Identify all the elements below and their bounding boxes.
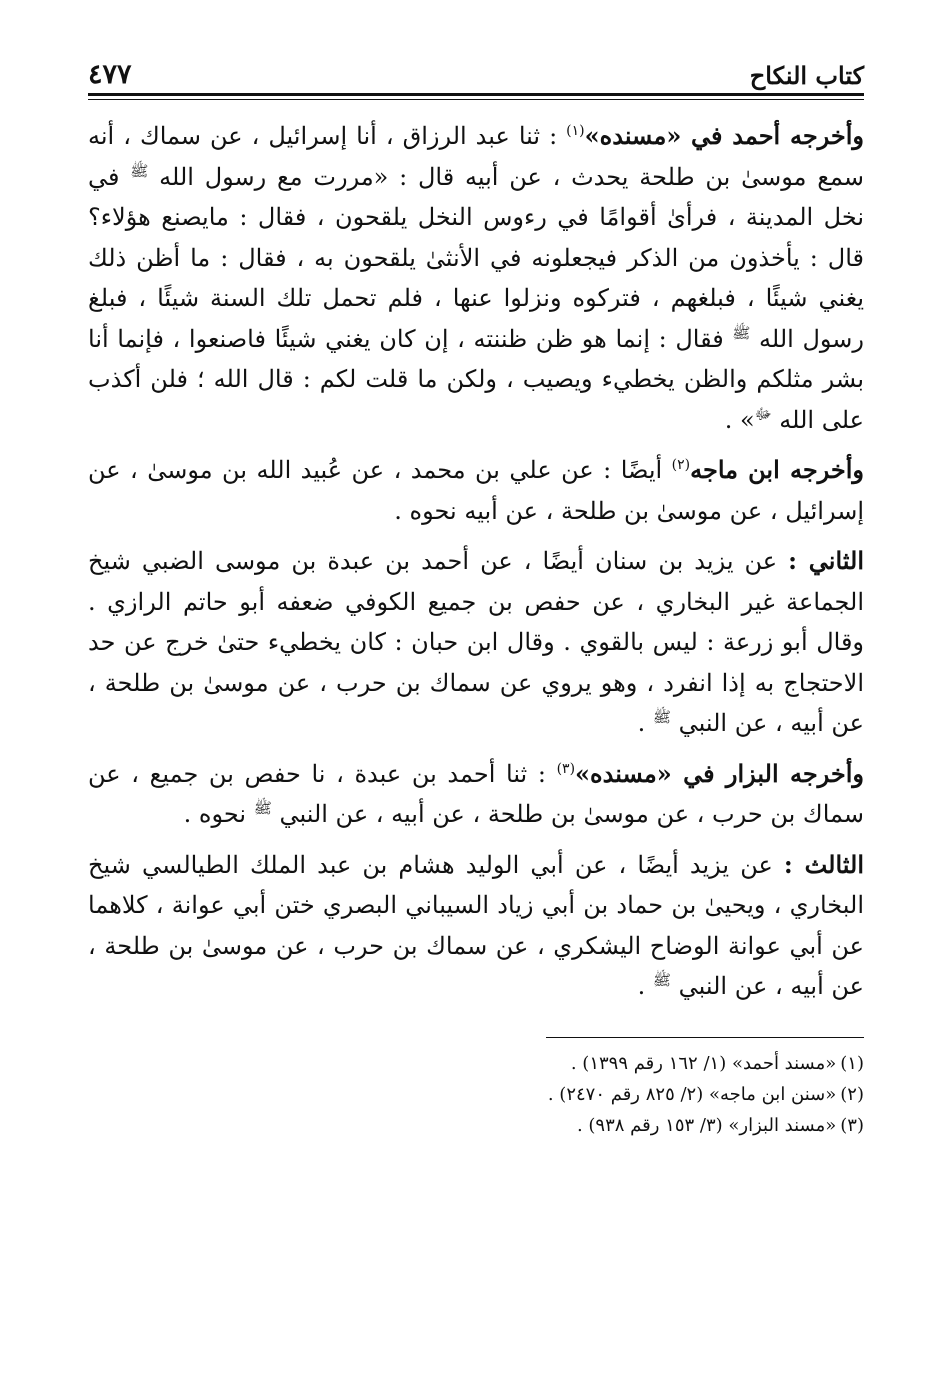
footnote-number: (٣) [840, 1114, 864, 1136]
page-number: ٤٧٧ [88, 59, 132, 90]
paragraph-lead: وأخرجه ابن ماجه [690, 455, 864, 484]
jalla-symbol: ﷻ [754, 404, 772, 423]
footnote-separator [546, 1037, 864, 1038]
paragraph-text: عن يزيد أيضًا ، عن أبي الوليد هشام بن عبد الملك الطيالسي شيخ البخاري ، ويحيىٰ بن حماد بن أبي زياد السيباني البصري ختن أبي عوانة ، كلاهما عن أبي عوانة الوضاح اليشكري ، عن سماك بن حرب ، عن موسىٰ بن طلحة ، عن أبيه ، عن النبي [88, 850, 864, 1000]
paragraph-lead: الثالث : [783, 849, 864, 879]
footnote-text: «مسند البزار» (٣/ ١٥٣ رقم ٩٣٨) . [576, 1114, 837, 1136]
header-rule-thin [88, 99, 864, 100]
paragraph-text: . [637, 709, 653, 737]
paragraph-text: في نخل المدينة ، فرأىٰ أقوامًا في رءوس النخل يلقحون ، فقال : مايصنع هؤلاء؟ قال : يأخذون من الذكر فيجعلونه في الأنثىٰ يلقحون به ، فقال : ما أظن ذلك يغني شيئًا ، فبلغهم ، فتركوه ونزلوا عنها ، فلم تحمل تلك السنة شيئًا ، فبلغ رسول الله [88, 162, 864, 353]
salawat-symbol: ﷺ [652, 971, 671, 989]
footnote-number: (١) [840, 1052, 864, 1074]
footnote-item [88, 1110, 864, 1141]
paragraph-second [88, 541, 864, 744]
footnote-ref: (٢) [671, 457, 691, 473]
paragraph-text: : ثنا أحمد بن عبدة ، نا حفص بن جميع ، عن سماك بن حرب ، عن موسىٰ بن طلحة ، عن أبيه ، عن النبي [88, 759, 864, 828]
salawat-symbol: ﷺ [652, 708, 671, 726]
paragraph-lead: وأخرجه البزار في «مسنده» [575, 758, 865, 788]
running-header [88, 48, 864, 90]
paragraph-ibn-majah [88, 450, 864, 531]
main-text [88, 116, 864, 1007]
book-title: كتاب النكاح [749, 61, 864, 90]
footnote-ref: (١) [566, 123, 585, 139]
salawat-symbol: ﷺ [130, 161, 149, 180]
paragraph-ahmad [88, 116, 864, 440]
paragraph-bazzar [88, 754, 864, 835]
header-rule [88, 93, 864, 96]
paragraph-text: نحوه . [183, 800, 254, 828]
paragraph-lead: الثاني : [788, 546, 865, 575]
salawat-symbol: ﷺ [732, 323, 751, 342]
paragraph-third [88, 845, 864, 1007]
footnote-text: «مسند أحمد» (١/ ١٦٢ رقم ١٣٩٩) . [570, 1052, 837, 1074]
footnote-text: «سنن ابن ماجه» (٢/ ٨٢٥ رقم ٢٤٧٠) . [547, 1083, 837, 1105]
paragraph-lead: وأخرجه أحمد في «مسنده» [584, 121, 864, 150]
paragraph-text: فقال : إنما هو ظن ظننته ، إن كان يغني شيئًا فاصنعوا ، فإنما أنا بشر مثلكم والظن يخطيء ويصيب ، ولكن ما قلت لكم : قال الله ؛ فلن أكذب على الله [88, 324, 864, 434]
paragraph-text: أيضًا : عن علي بن محمد ، عن عُبيد الله بن موسىٰ ، عن إسرائيل ، عن موسىٰ بن طلحة ، عن أبيه نحوه . [88, 456, 864, 525]
footnote-item [88, 1079, 864, 1110]
footnote-ref: (٣) [556, 760, 576, 777]
book-page [88, 48, 864, 1141]
paragraph-text: عن يزيد بن سنان أيضًا ، عن أحمد بن عبدة بن موسى الضبي شيخ الجماعة غير البخاري ، عن حفص بن جميع الكوفي ضعفه أبو حاتم الرازي . وقال أبو زرعة : ليس بالقوي . وقال ابن حبان : كان يخطيء حتىٰ خرج عن حد الاحتجاج به إذا انفرد ، وهو يروي عن سماك بن حرب ، عن موسىٰ بن طلحة ، عن أبيه ، عن النبي [88, 547, 864, 737]
paragraph-text: » . [724, 405, 755, 434]
footnote-item [88, 1048, 864, 1079]
paragraph-text: . [637, 972, 653, 1000]
paragraph-text: : ثنا عبد الرزاق ، أنا إسرائيل ، عن سماك ، أنه سمع موسىٰ بن طلحة يحدث ، عن أبيه قال : «مررت مع رسول الله [88, 122, 865, 191]
footnotes-list [88, 1048, 864, 1141]
salawat-symbol: ﷺ [253, 799, 272, 817]
footnote-number: (٢) [840, 1083, 864, 1105]
